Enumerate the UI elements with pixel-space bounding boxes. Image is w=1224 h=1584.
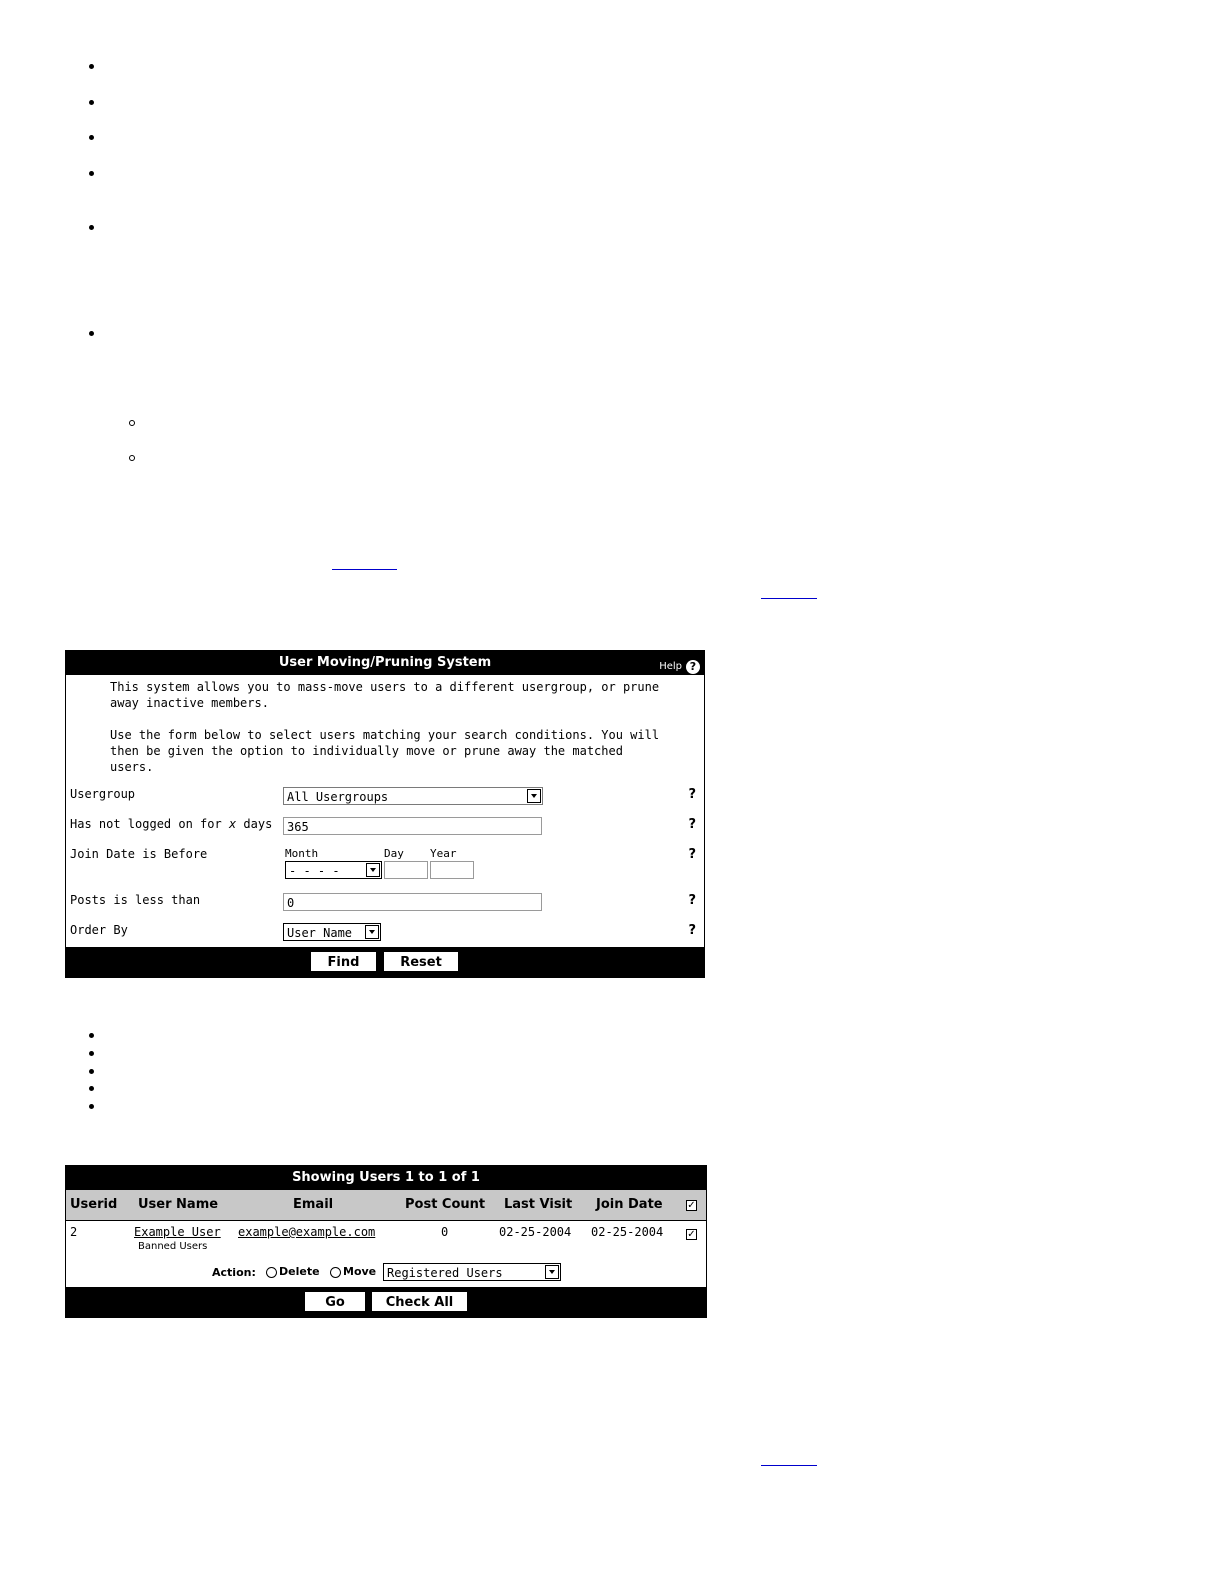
bullet: [89, 100, 94, 105]
bullet: [89, 331, 94, 336]
year-input[interactable]: [430, 861, 474, 879]
delete-option[interactable]: [266, 1265, 320, 1278]
link-underline[interactable]: [761, 1465, 817, 1466]
bullet: [89, 1069, 94, 1074]
days-label-suffix: days: [236, 817, 273, 831]
days-row: [66, 817, 704, 845]
bullet: [89, 225, 94, 230]
bullet: [89, 64, 94, 69]
action-row: [66, 1262, 706, 1284]
year-label: Year: [430, 847, 457, 860]
bullet: [89, 1051, 94, 1056]
month-label: Month: [285, 847, 319, 860]
move-radio[interactable]: [330, 1267, 341, 1278]
table-row: [66, 1221, 706, 1261]
usergroup-cell: Banned Users: [138, 1241, 208, 1252]
delete-radio[interactable]: [266, 1267, 277, 1278]
results-header: [66, 1166, 706, 1190]
users-results-panel: [65, 1165, 707, 1318]
join-date-label: Join Date is Before: [70, 847, 208, 861]
post-count-cell: 0: [441, 1225, 449, 1239]
row-checkbox[interactable]: ✓: [687, 1229, 696, 1240]
chevron-down-icon[interactable]: [365, 925, 379, 939]
link-underline[interactable]: [332, 569, 397, 570]
help-label[interactable]: Help: [659, 661, 682, 672]
intro-paragraph-2: Use the form below to select users matching your search conditions. You will then be given the option to individually move or prune away the matched users.: [110, 728, 660, 774]
days-input[interactable]: [283, 817, 542, 835]
check-all-checkbox[interactable]: ✓: [687, 1200, 696, 1211]
column-header-row: [66, 1190, 706, 1221]
help-question-icon[interactable]: ?: [688, 847, 696, 862]
panel-title: User Moving/Pruning System: [278, 655, 492, 670]
help-question-icon[interactable]: ?: [688, 923, 696, 938]
usergroup-row: [66, 787, 704, 815]
results-footer: [66, 1287, 706, 1317]
day-label: Day: [384, 847, 404, 860]
username-link[interactable]: Example User: [134, 1225, 221, 1239]
posts-row: [66, 893, 704, 921]
days-label-prefix: Has not logged on for: [70, 817, 229, 831]
help-question-icon[interactable]: ?: [688, 817, 696, 832]
join-date-cell: 02-25-2004: [591, 1225, 664, 1239]
user-pruning-panel: [65, 650, 705, 978]
col-post-count[interactable]: Post Count: [405, 1197, 486, 1212]
sub-bullet: [129, 420, 135, 426]
move-target-select[interactable]: [383, 1263, 561, 1281]
move-target-value: Registered Users: [387, 1266, 503, 1280]
action-label: Action:: [212, 1266, 256, 1279]
col-userid[interactable]: Userid: [70, 1197, 118, 1212]
posts-value: 0: [287, 896, 295, 910]
results-title: Showing Users 1 to 1 of 1: [292, 1170, 480, 1185]
move-option[interactable]: [330, 1265, 376, 1278]
bullet: [89, 1086, 94, 1091]
last-visit-cell: 02-25-2004: [499, 1225, 572, 1239]
days-label: [70, 817, 272, 831]
chevron-down-icon[interactable]: [527, 789, 541, 803]
month-select[interactable]: [285, 861, 382, 879]
sub-bullet: [129, 455, 135, 461]
help-link[interactable]: [659, 655, 700, 679]
delete-label[interactable]: Delete: [279, 1265, 320, 1278]
chevron-down-icon[interactable]: [545, 1265, 559, 1279]
intro-paragraph-1: This system allows you to mass-move users to a different usergroup, or prune away inactive members.: [110, 680, 660, 710]
reset-button[interactable]: Reset: [383, 951, 459, 972]
usergroup-label: Usergroup: [70, 787, 136, 801]
userid-cell: 2: [70, 1225, 78, 1239]
posts-input[interactable]: [283, 893, 542, 911]
day-input[interactable]: [384, 861, 428, 879]
email-link[interactable]: example@example.com: [238, 1225, 376, 1239]
move-label[interactable]: Move: [343, 1265, 377, 1278]
panel-footer: [66, 947, 704, 977]
go-button[interactable]: Go: [304, 1291, 366, 1312]
panel-header: [66, 651, 704, 675]
join-date-row: [66, 847, 704, 887]
month-value: - - - -: [289, 864, 340, 878]
check-all-button[interactable]: Check All: [371, 1291, 468, 1312]
bullet: [89, 1033, 94, 1038]
col-join-date[interactable]: Join Date: [596, 1197, 663, 1212]
chevron-down-icon[interactable]: [366, 863, 380, 877]
usergroup-select[interactable]: [283, 787, 543, 805]
help-question-icon[interactable]: ?: [688, 787, 696, 802]
bullet: [89, 171, 94, 176]
help-icon[interactable]: ?: [686, 660, 700, 674]
order-value: User Name: [287, 926, 353, 940]
intro-text: [66, 675, 704, 775]
bullet: [89, 1104, 94, 1109]
bullet: [89, 135, 94, 140]
days-value: 365: [287, 820, 309, 834]
help-question-icon[interactable]: ?: [688, 893, 696, 908]
find-button[interactable]: Find: [310, 951, 377, 972]
order-label: Order By: [70, 923, 128, 937]
col-last-visit[interactable]: Last Visit: [504, 1197, 573, 1212]
usergroup-value: All Usergroups: [287, 790, 389, 804]
order-select[interactable]: [283, 923, 381, 941]
link-underline[interactable]: [761, 598, 817, 599]
posts-label: Posts is less than: [70, 893, 201, 907]
col-username[interactable]: User Name: [138, 1197, 219, 1212]
col-email[interactable]: Email: [293, 1197, 334, 1212]
days-label-x: x: [228, 817, 237, 831]
